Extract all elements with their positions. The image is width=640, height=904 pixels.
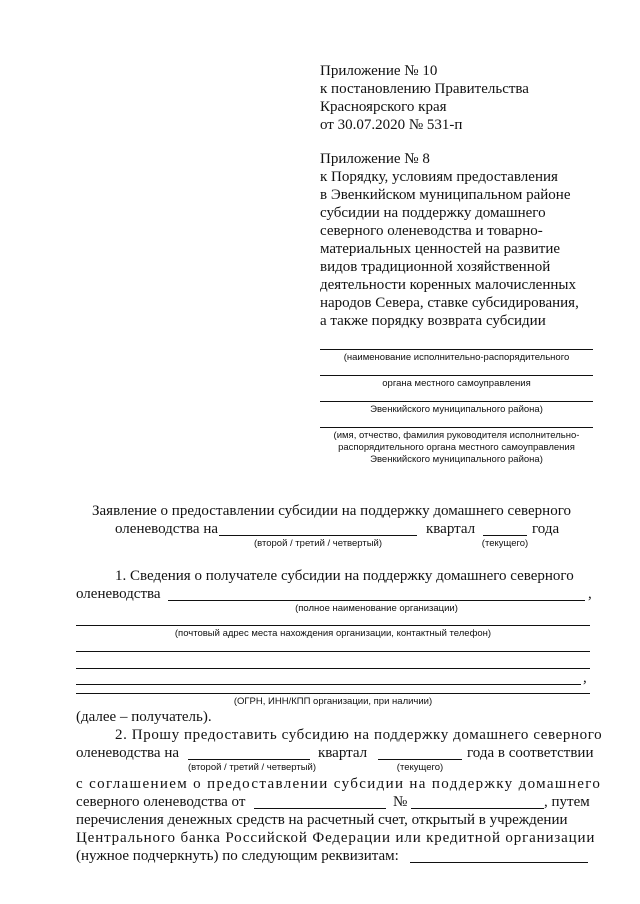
appendix-8-line: материальных ценностей на развитие bbox=[320, 241, 560, 257]
title-year-caption: (текущего) bbox=[481, 538, 529, 549]
section2-text: 2. Прошу предоставить субсидию на поддержку домашнего северного bbox=[115, 727, 603, 743]
section2-line: № bbox=[393, 794, 408, 810]
ogrn-caption: (ОГРН, ИНН/КПП организации, при наличии) bbox=[233, 696, 433, 707]
title-line: квартал bbox=[426, 521, 476, 537]
appendix-8-line: народов Севера, ставке субсидирования, bbox=[320, 295, 579, 311]
section2-line: квартал bbox=[318, 745, 368, 761]
appendix-ref: к постановлению Правительства bbox=[320, 81, 529, 97]
section1-comma: , bbox=[588, 586, 592, 602]
section2-line: перечисления денежных средств на расчетный счет, открытый в учреждении bbox=[76, 812, 568, 828]
org-name-caption: (полное наименование организации) bbox=[295, 603, 458, 614]
address-caption: (почтовый адрес места нахождения организации, контактный телефон) bbox=[174, 628, 492, 639]
recipient-caption-head: (имя, отчество, фамилия руководителя исполнительно- bbox=[333, 430, 580, 441]
org-name-field[interactable] bbox=[168, 600, 585, 601]
title-year-field[interactable] bbox=[483, 535, 527, 536]
recipient-field-line[interactable] bbox=[320, 401, 593, 402]
recipient-field-line[interactable] bbox=[320, 427, 593, 428]
recipient-caption-district: Эвенкийского муниципального района) bbox=[370, 404, 543, 415]
recipient-field-line[interactable] bbox=[320, 375, 593, 376]
recipient-caption-head: распорядительного органа местного самоуправления bbox=[338, 442, 575, 453]
appendix-date: от 30.07.2020 № 531-п bbox=[320, 117, 463, 133]
recipient-caption-org: (наименование исполнительно-распорядительного bbox=[343, 352, 570, 363]
appendix-8-line: субсидии на поддержку домашнего bbox=[320, 205, 546, 221]
appendix-8-line: видов традиционной хозяйственной bbox=[320, 259, 551, 275]
appendix-8-line: в Эвенкийском муниципальном районе bbox=[320, 187, 571, 203]
section1-heading: 1. Сведения о получателе субсидии на поддержку домашнего северного bbox=[115, 568, 574, 584]
recipient-caption-head: Эвенкийского муниципального района) bbox=[370, 454, 543, 465]
appendix-8-line: к Порядку, условиям предоставления bbox=[320, 169, 558, 185]
title-quarter-caption: (второй / третий / четвертый) bbox=[253, 538, 383, 549]
section2-quarter-field[interactable] bbox=[188, 759, 310, 760]
title-quarter-field[interactable] bbox=[219, 535, 417, 536]
appendix-8-line: северного оленеводства и товарно- bbox=[320, 223, 543, 239]
section2-line: , путем bbox=[544, 794, 590, 810]
agreement-date-field[interactable] bbox=[254, 808, 386, 809]
agreement-number-field[interactable] bbox=[411, 808, 544, 809]
address-field[interactable] bbox=[76, 625, 590, 626]
section2-line: Центрального банка Российской Федерации или кредитной организации bbox=[76, 830, 596, 846]
appendix-8-number: Приложение № 8 bbox=[320, 151, 430, 167]
section1-heading: оленеводства bbox=[76, 586, 161, 602]
title-line: года bbox=[532, 521, 560, 537]
section2-line: (нужное подчеркнуть) по следующим реквизитам: bbox=[76, 848, 399, 864]
appendix-region: Красноярского края bbox=[320, 99, 447, 115]
ogrn-field[interactable] bbox=[76, 693, 590, 694]
details-field[interactable] bbox=[76, 684, 581, 685]
section1-after: (далее – получатель). bbox=[76, 709, 212, 725]
details-field[interactable] bbox=[76, 668, 590, 669]
section1-comma: , bbox=[583, 670, 587, 686]
appendix-8-line: а также порядку возврата субсидии bbox=[320, 313, 546, 329]
section2-line: с соглашением о предоставлении субсидии на поддержку домашнего bbox=[76, 776, 602, 792]
title-line: оленеводства на bbox=[115, 521, 219, 537]
requisites-field[interactable] bbox=[410, 862, 588, 863]
recipient-field-line[interactable] bbox=[320, 349, 593, 350]
appendix-number: Приложение № 10 bbox=[320, 63, 438, 79]
section2-year-caption: (текущего) bbox=[396, 762, 444, 773]
appendix-8-line: деятельности коренных малочисленных bbox=[320, 277, 576, 293]
section2-year-field[interactable] bbox=[378, 759, 462, 760]
section2-line: оленеводства на bbox=[76, 745, 180, 761]
section2-line bbox=[115, 727, 603, 744]
section2-line: северного оленеводства от bbox=[76, 794, 246, 810]
section2-quarter-caption: (второй / третий / четвертый) bbox=[188, 762, 317, 773]
section2-line: года в соответствии bbox=[467, 745, 594, 761]
title-line: Заявление о предоставлении субсидии на поддержку домашнего северного bbox=[92, 503, 571, 519]
recipient-caption-body: органа местного самоуправления bbox=[382, 378, 531, 389]
details-field[interactable] bbox=[76, 651, 590, 652]
